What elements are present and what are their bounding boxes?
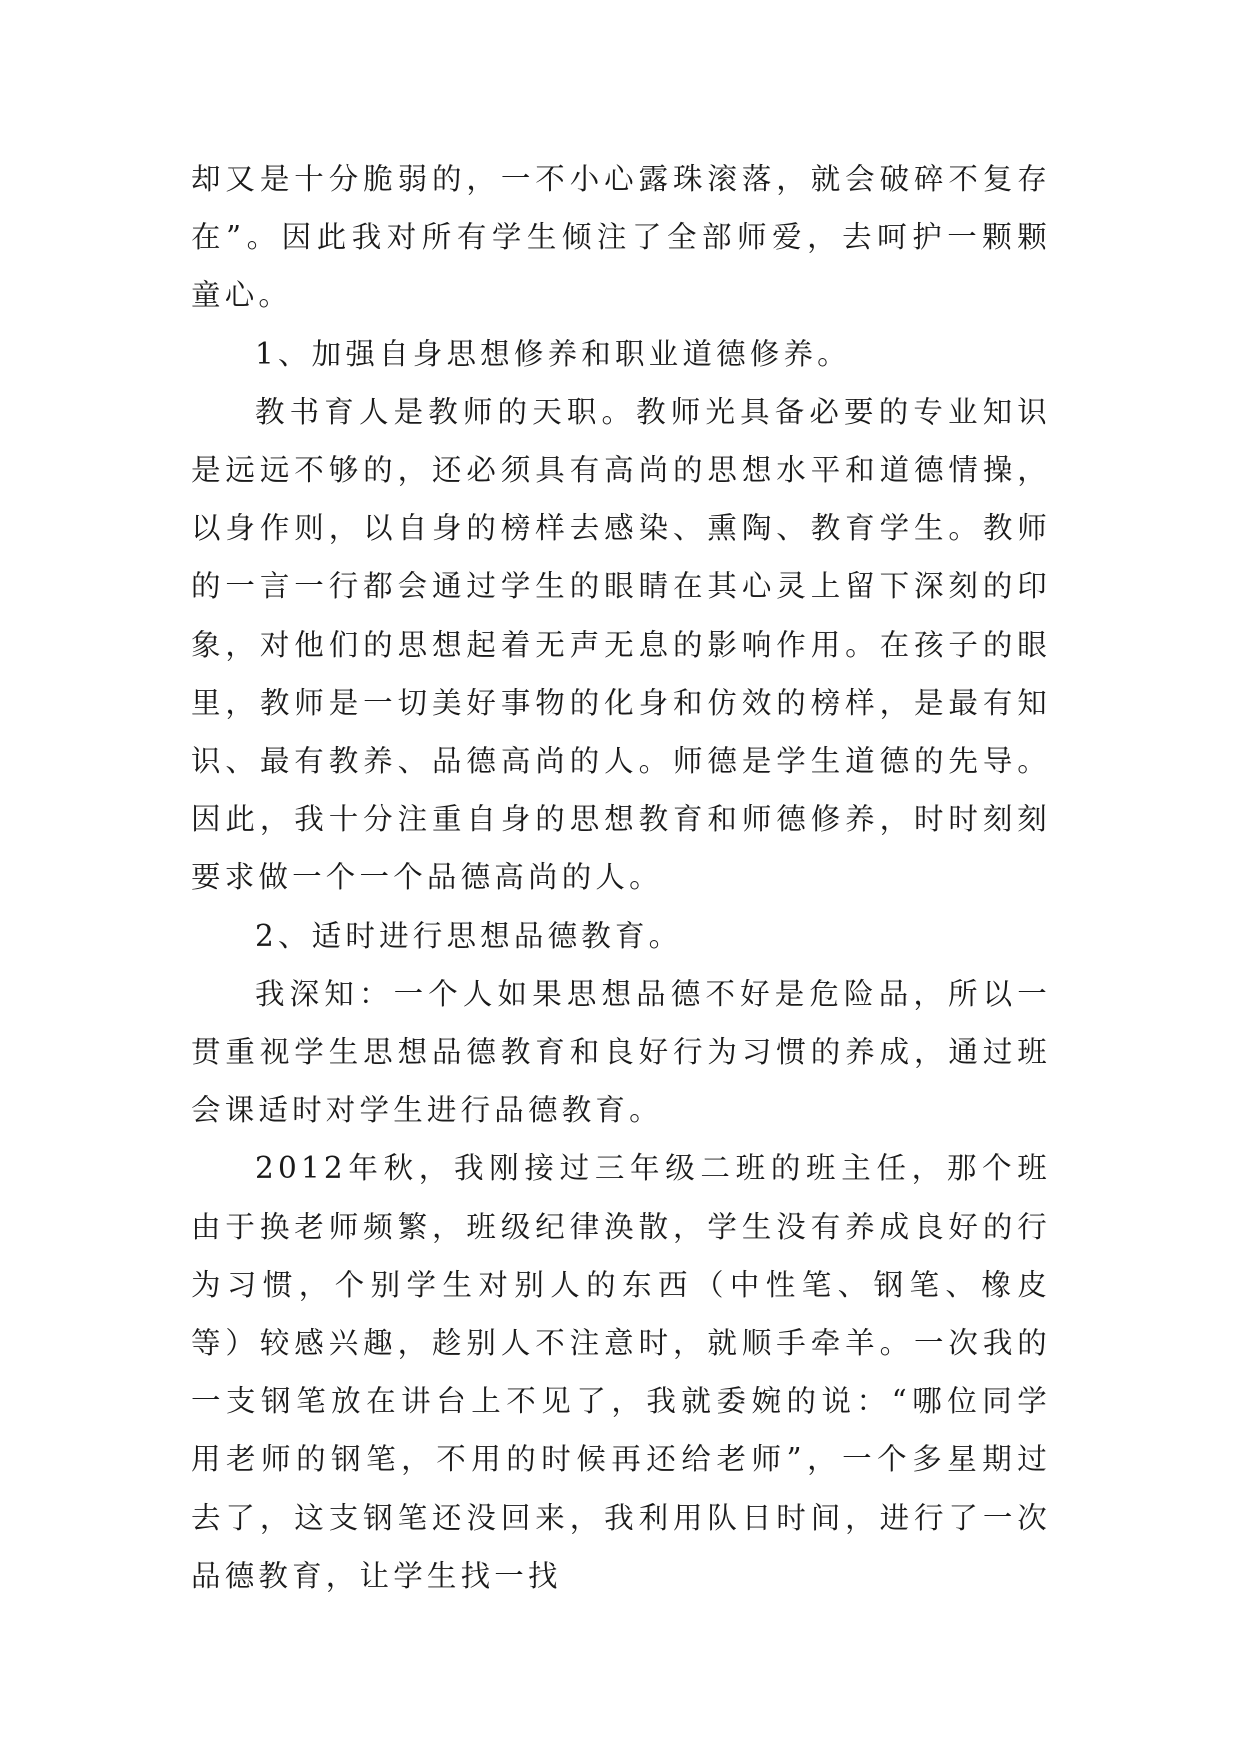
document-body xyxy=(191,150,1051,1605)
paragraph-3: 我深知：一个人如果思想品德不好是危险品，所以一贯重视学生思想品德教育和良好行为习惯的养成，通过班会课适时对学生进行品德教育。 xyxy=(191,976,1051,1128)
paragraph-2: 教书育人是教师的天职。教师光具备必要的专业知识是远远不够的，还必须具有高尚的思想水平和道德情操，以身作则，以自身的榜样去感染、熏陶、教育学生。教师的一言一行都会通过学生的眼睛在其心灵上留下深刻的印象，对他们的思想起着无声无息的影响作用。在孩子的眼里，教师是一切美好事物的化身和仿效的榜样，是最有知识、最有教养、品德高尚的人。师德是学生道德的先导。因此，我十分注重自身的思想教育和师德修养，时时刻刻要求做一个一个品德高尚的人。 xyxy=(191,394,1051,895)
heading-1-self-cultivation: 1、加强自身思想修养和职业道德修养。 xyxy=(255,336,851,371)
paragraph-1: 却又是十分脆弱的，一不小心露珠滚落，就会破碎不复存在”。因此我对所有学生倾注了全部师爱，去呵护一颗颗童心。 xyxy=(191,162,1051,313)
heading-2-moral-education: 2、适时进行思想品德教育。 xyxy=(255,918,683,953)
paragraph-4: 2012年秋，我刚接过三年级二班的班主任，那个班由于换老师频繁，班级纪律涣散，学生没有养成良好的行为习惯，个别学生对别人的东西（中性笔、钢笔、橡皮等）较感兴趣，趁别人不注意时，就顺手牵羊。一次我的一支钢笔放在讲台上不见了，我就委婉的说：“哪位同学用老师的钢笔，不用的时候再还给老师”，一个多星期过去了，这支钢笔还没回来，我利用队日时间，进行了一次品德教育，让学生找一找 xyxy=(191,1151,1051,1593)
